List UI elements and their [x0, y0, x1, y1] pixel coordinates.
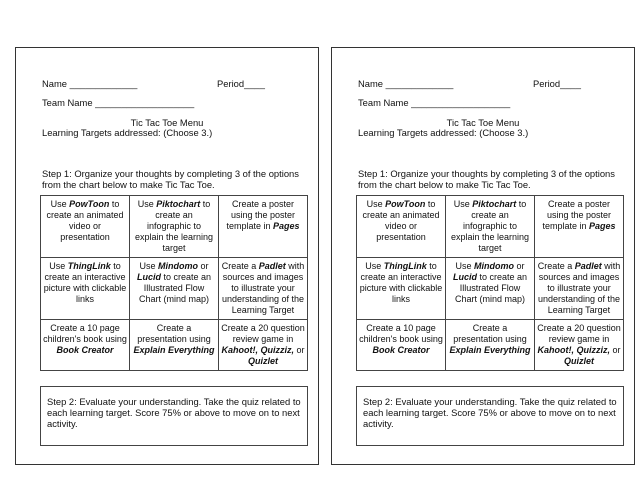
step2-instructions-box: Step 2: Evaluate your understanding. Take the quiz related to each learning target. Score 75% or above to move on to next activity. [40, 386, 308, 446]
worksheet-left [15, 47, 319, 465]
grid-cell: Create a presentation using Explain Everything [130, 320, 219, 371]
tic-tac-toe-grid [40, 195, 308, 371]
grid-cell: Use ThingLink to create an interactive picture with clickable links [357, 258, 446, 320]
grid-cell: Create a poster using the poster template in Pages [219, 196, 308, 258]
learning-targets-label: Learning Targets addressed: (Choose 3.) [358, 127, 529, 138]
step2-instructions-box: Step 2: Evaluate your understanding. Take the quiz related to each learning target. Score 75% or above to move on to next activity. [356, 386, 624, 446]
period-field-label: Period____ [217, 78, 265, 89]
menu-title: Tic Tac Toe Menu [130, 117, 204, 128]
grid-cell: Use ThingLink to create an interactive picture with clickable links [41, 258, 130, 320]
grid-cell: Use Piktochart to create an infographic to explain the learning target [446, 196, 535, 258]
grid-cell: Use Piktochart to create an infographic to explain the learning target [130, 196, 219, 258]
team-name-field-label: Team Name ___________________ [42, 97, 195, 108]
grid-cell: Create a 20 question review game in Kahoot!, Quizziz, or Quizlet [535, 320, 624, 371]
grid-cell: Create a poster using the poster template in Pages [535, 196, 624, 258]
team-name-field-label: Team Name ___________________ [358, 97, 511, 108]
grid-cell: Create a 10 page children's book using Book Creator [357, 320, 446, 371]
period-field-label: Period____ [533, 78, 581, 89]
name-field-label: Name _____________ [42, 78, 138, 89]
menu-title: Tic Tac Toe Menu [446, 117, 520, 128]
worksheet-right [331, 47, 635, 465]
step1-instructions: Step 1: Organize your thoughts by completing 3 of the options from the chart below to make Tic Tac Toe. [358, 168, 615, 190]
grid-cell: Use Mindomo or Lucid to create an Illustrated Flow Chart (mind map) [446, 258, 535, 320]
name-field-label: Name _____________ [358, 78, 454, 89]
step1-instructions: Step 1: Organize your thoughts by completing 3 of the options from the chart below to make Tic Tac Toe. [42, 168, 299, 190]
grid-cell: Create a Padlet with sources and images to illustrate your understanding of the Learning Target [535, 258, 624, 320]
learning-targets-label: Learning Targets addressed: (Choose 3.) [42, 127, 213, 138]
grid-cell: Create a Padlet with sources and images to illustrate your understanding of the Learning Target [219, 258, 308, 320]
grid-cell: Create a presentation using Explain Everything [446, 320, 535, 371]
tic-tac-toe-grid [356, 195, 624, 371]
grid-cell: Use Mindomo or Lucid to create an Illustrated Flow Chart (mind map) [130, 258, 219, 320]
grid-cell: Create a 10 page children's book using Book Creator [41, 320, 130, 371]
grid-cell: Use PowToon to create an animated video or presentation [41, 196, 130, 258]
grid-cell: Create a 20 question review game in Kahoot!, Quizziz, or Quizlet [219, 320, 308, 371]
grid-cell: Use PowToon to create an animated video or presentation [357, 196, 446, 258]
